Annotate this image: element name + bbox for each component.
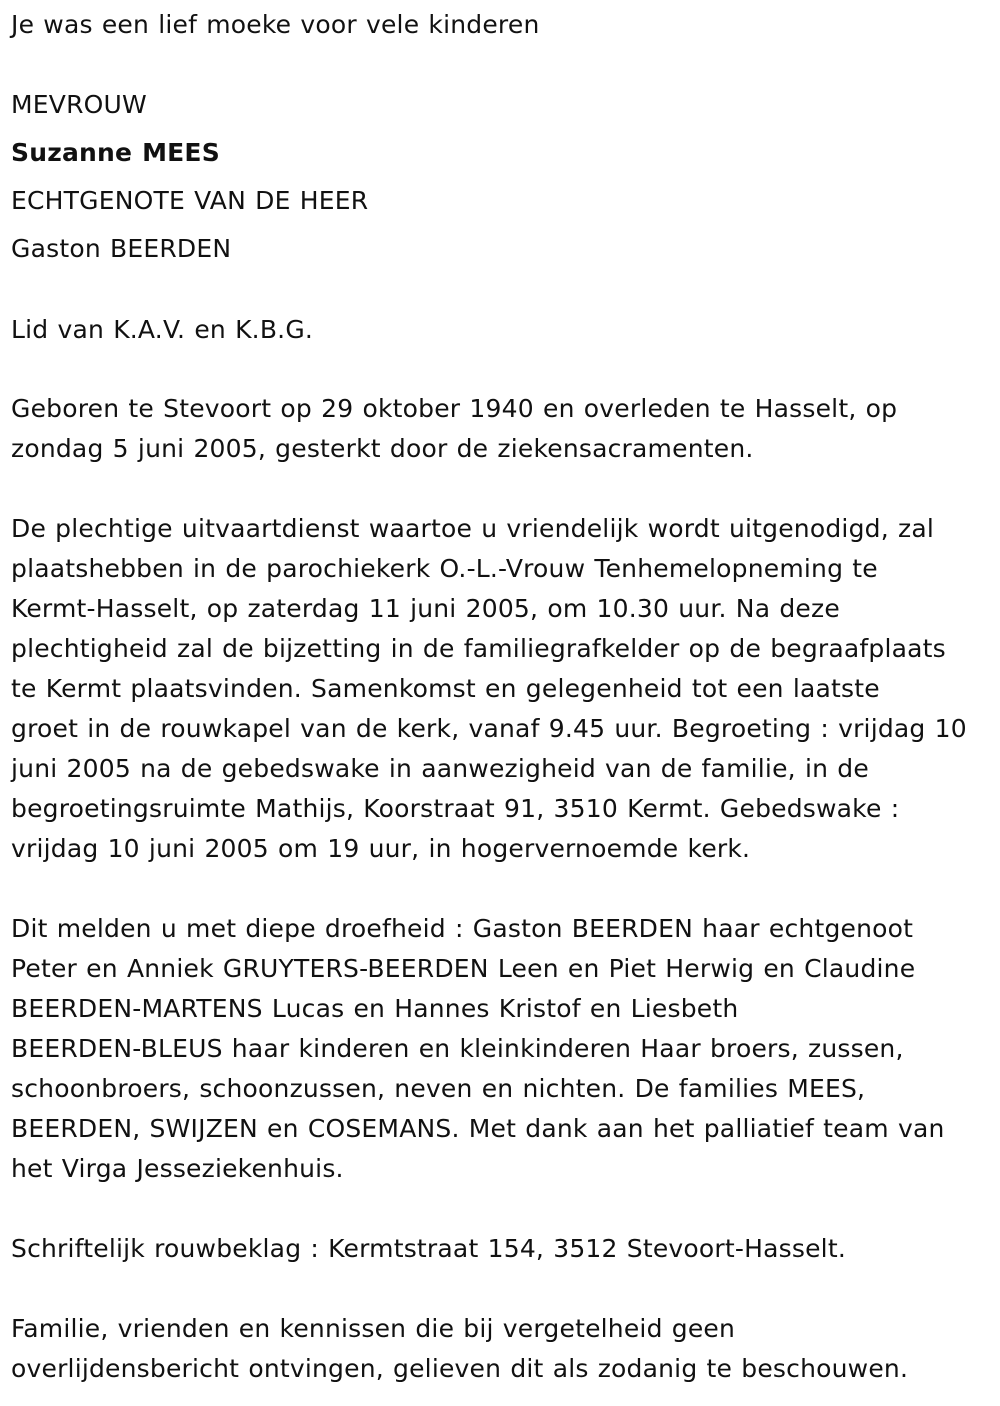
family-line: BEERDEN, SWIJZEN en COSEMANS. Met dank aan het palliatief team van bbox=[11, 1114, 945, 1143]
family-line: schoonbroers, schoonzussen, neven en nichten. De families MEES, bbox=[11, 1074, 866, 1103]
family-line: Peter en Anniek GRUYTERS-BEERDEN Leen en Piet Herwig en Claudine bbox=[11, 954, 916, 983]
closing-line: Familie, vrienden en kennissen die bij vergetelheid geen bbox=[11, 1314, 736, 1343]
family-line: het Virga Jesseziekenhuis. bbox=[11, 1154, 344, 1183]
membership-line: Lid van K.A.V. en K.B.G. bbox=[11, 315, 314, 344]
intro-line: Je was een lief moeke voor vele kinderen bbox=[11, 10, 540, 39]
closing-line: overlijdensbericht ontvingen, gelieven dit als zodanig te beschouwen. bbox=[11, 1354, 909, 1383]
funeral-line: juni 2005 na de gebedswake in aanwezigheid van de familie, in de bbox=[11, 754, 869, 783]
funeral-line: vrijdag 10 juni 2005 om 19 uur, in hogervernoemde kerk. bbox=[11, 834, 751, 863]
salutation: MEVROUW bbox=[11, 90, 147, 119]
relation-line: ECHTGENOTE VAN DE HEER bbox=[11, 186, 369, 215]
funeral-line: begroetingsruimte Mathijs, Koorstraat 91, 3510 Kermt. Gebedswake : bbox=[11, 794, 900, 823]
funeral-line: plechtigheid zal de bijzetting in de familiegrafkelder op de begraafplaats bbox=[11, 634, 946, 663]
condolence-address: Schriftelijk rouwbeklag : Kermtstraat 154, 3512 Stevoort-Hasselt. bbox=[11, 1234, 846, 1263]
family-line: BEERDEN-MARTENS Lucas en Hannes Kristof en Liesbeth bbox=[11, 994, 739, 1023]
spouse-name: Gaston BEERDEN bbox=[11, 234, 232, 263]
family-line: Dit melden u met diepe droefheid : Gaston BEERDEN haar echtgenoot bbox=[11, 914, 914, 943]
family-line: BEERDEN-BLEUS haar kinderen en kleinkinderen Haar broers, zussen, bbox=[11, 1034, 904, 1063]
funeral-line: groet in de rouwkapel van de kerk, vanaf 9.45 uur. Begroeting : vrijdag 10 bbox=[11, 714, 967, 743]
funeral-line: te Kermt plaatsvinden. Samenkomst en gelegenheid tot een laatste bbox=[11, 674, 880, 703]
deceased-name: Suzanne MEES bbox=[11, 138, 220, 167]
birth-death-line: Geboren te Stevoort op 29 oktober 1940 en overleden te Hasselt, op bbox=[11, 394, 898, 423]
funeral-line: Kermt-Hasselt, op zaterdag 11 juni 2005, om 10.30 uur. Na deze bbox=[11, 594, 840, 623]
funeral-line: De plechtige uitvaartdienst waartoe u vriendelijk wordt uitgenodigd, zal bbox=[11, 514, 934, 543]
funeral-line: plaatshebben in de parochiekerk O.-L.-Vrouw Tenhemelopneming te bbox=[11, 554, 878, 583]
birth-death-line: zondag 5 juni 2005, gesterkt door de ziekensacramenten. bbox=[11, 434, 754, 463]
